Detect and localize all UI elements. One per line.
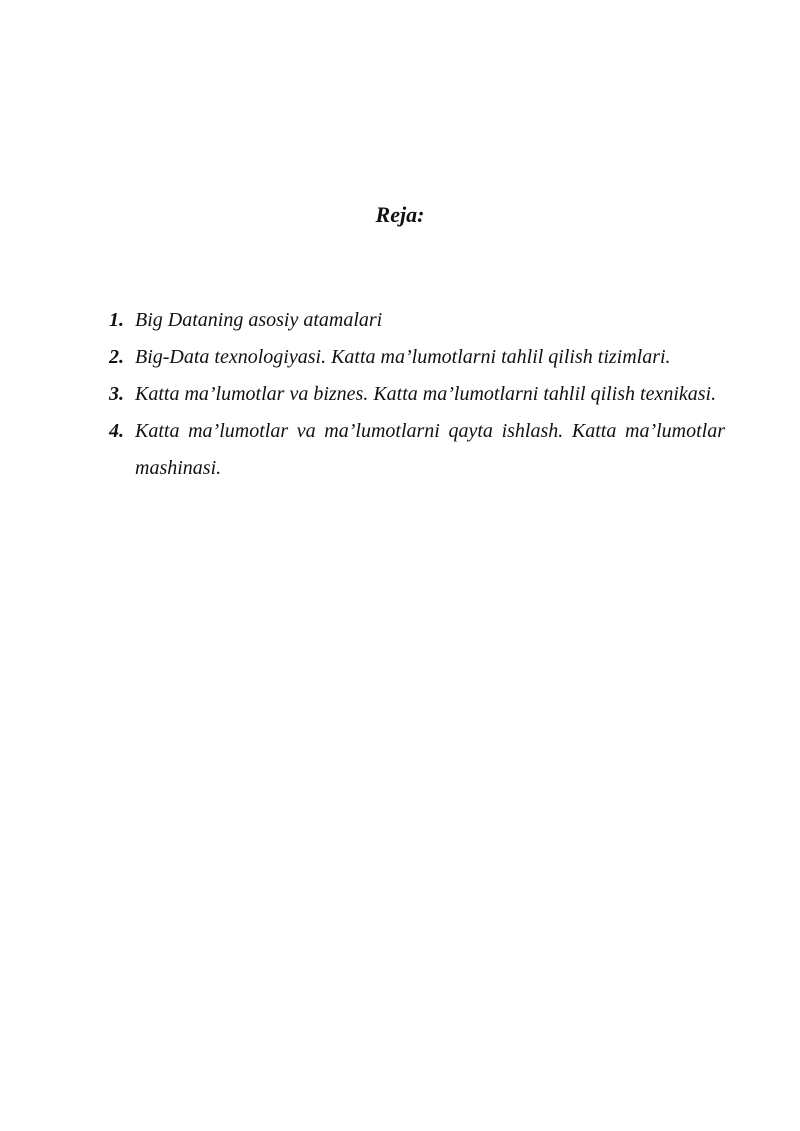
plan-item-number: 2. (109, 346, 124, 368)
plan-item-text: Katta ma’lumotlar va biznes. Katta ma’lumotlarni tahlil qilish texnikasi. (135, 383, 717, 405)
page-title: Reja: (375, 202, 425, 227)
plan-item-3 (109, 376, 725, 413)
plan-item-4 (109, 413, 725, 487)
plan-item-number: 4. (109, 420, 124, 442)
plan-item-number: 1. (109, 309, 124, 331)
plan-item-text: Big-Data texnologiyasi. Katta ma’lumotlarni tahlil qilish tizimlari. (135, 346, 671, 368)
plan-item-text: Katta ma’lumotlar va ma’lumotlarni qayta ishlash. Katta ma’lumotlar mashinasi. (135, 420, 725, 479)
plan-list (109, 302, 725, 487)
plan-item-number: 3. (109, 383, 124, 405)
plan-item-1 (109, 302, 725, 339)
plan-item-text: Big Dataning asosiy atamalari (135, 309, 383, 331)
plan-item-2 (109, 339, 725, 376)
